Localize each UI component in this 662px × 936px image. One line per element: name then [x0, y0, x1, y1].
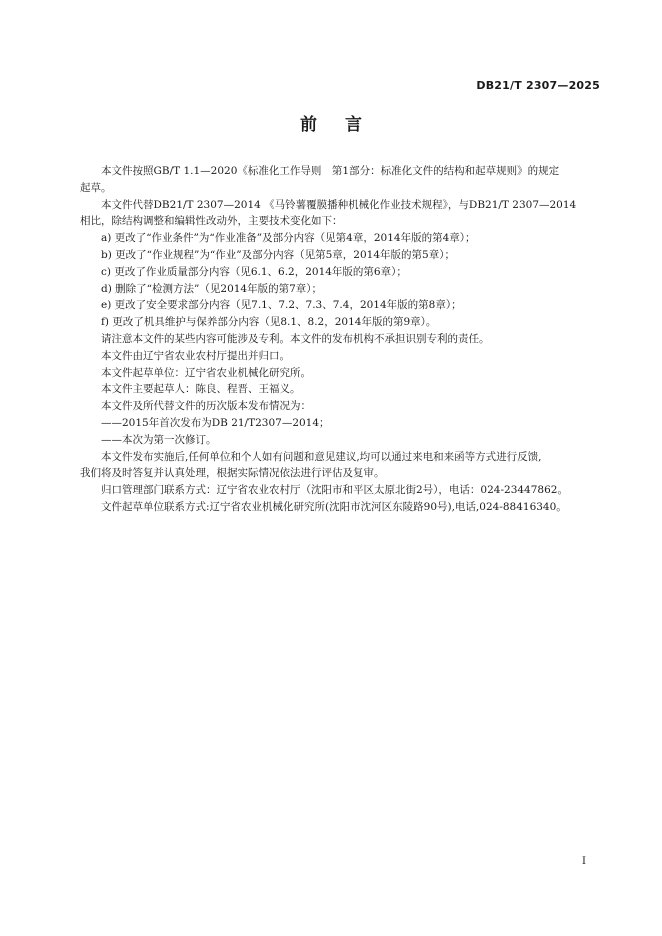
change-item-b: b) 更改了“作业规程”为“作业”及部分内容（见第5章，2014年版的第5章）；: [101, 248, 455, 261]
document-code: DB21/T 2307—2025: [476, 79, 600, 92]
foreword-body: [80, 163, 610, 516]
change-item-c: c) 更改了作业质量部分内容（见6.1、6.2，2014年版的第6章）；: [101, 265, 407, 278]
paragraph-proposer: 本文件由辽宁省农业农村厅提出并归口。: [101, 349, 290, 362]
paragraph-scope-line2: 起草。: [80, 181, 112, 194]
paragraph-replaces-line1: 本文件代替DB21/T 2307—2014 《马铃薯覆膜播种机械化作业技术规程》，与DB21/T 2307—2014: [101, 198, 577, 211]
page-title: 前言: [300, 115, 390, 135]
change-item-f: f) 更改了机具维护与保养部分内容（见8.1、8.2，2014年版的第9章）。: [101, 316, 437, 329]
paragraph-drafting-contact: 文件起草单位联系方式:辽宁省农业机械化研究所(沈阳市沈河区东陵路90号),电话,024-88416340。: [101, 500, 567, 513]
change-item-d: d) 删除了“检测方法”（见2014年版的第7章）；: [101, 282, 323, 295]
paragraph-replaces-line2: 相比，除结构调整和编辑性改动外，主要技术变化如下：: [80, 215, 343, 228]
paragraph-feedback-line1: 本文件发布实施后,任何单位和个人如有问题和意见建议,均可以通过来电和来函等方式进行反馈,: [101, 450, 542, 463]
paragraph-drafters: 本文件主要起草人：陈良、程晋、王福义。: [101, 383, 301, 396]
history-item-revision: ——本次为第一次修订。: [101, 433, 217, 446]
paragraph-drafting-unit: 本文件起草单位：辽宁省农业机械化研究所。: [101, 366, 311, 379]
paragraph-scope-line1: 本文件按照GB/T 1.1—2020《标准化工作导则 第1部分：标准化文件的结构和起草规则》的规定: [101, 165, 560, 177]
change-item-e: e) 更改了安全要求部分内容（见7.1、7.2、7.3、7.4，2014年版的第8章）；: [101, 299, 462, 312]
paragraph-feedback-line2: 我们将及时答复并认真处理，根据实际情况依法进行评估及复审。: [80, 467, 385, 480]
paragraph-admin-contact: 归口管理部门联系方式：辽宁省农业农村厅（沈阳市和平区太原北街2号），电话：024-23447862。: [101, 484, 568, 497]
paragraph-patent: 请注意本文件的某些内容可能涉及专利。本文件的发布机构不承担识别专利的责任。: [101, 332, 490, 345]
change-item-a: a) 更改了“作业条件”为“作业准备”及部分内容（见第4章，2014年版的第4章）；: [101, 232, 476, 245]
history-item-first: ——2015年首次发布为DB 21/T2307—2014；: [101, 416, 330, 429]
paragraph-history: 本文件及所代替文件的历次版本发布情况为：: [101, 400, 311, 413]
page-number: I: [582, 856, 586, 867]
